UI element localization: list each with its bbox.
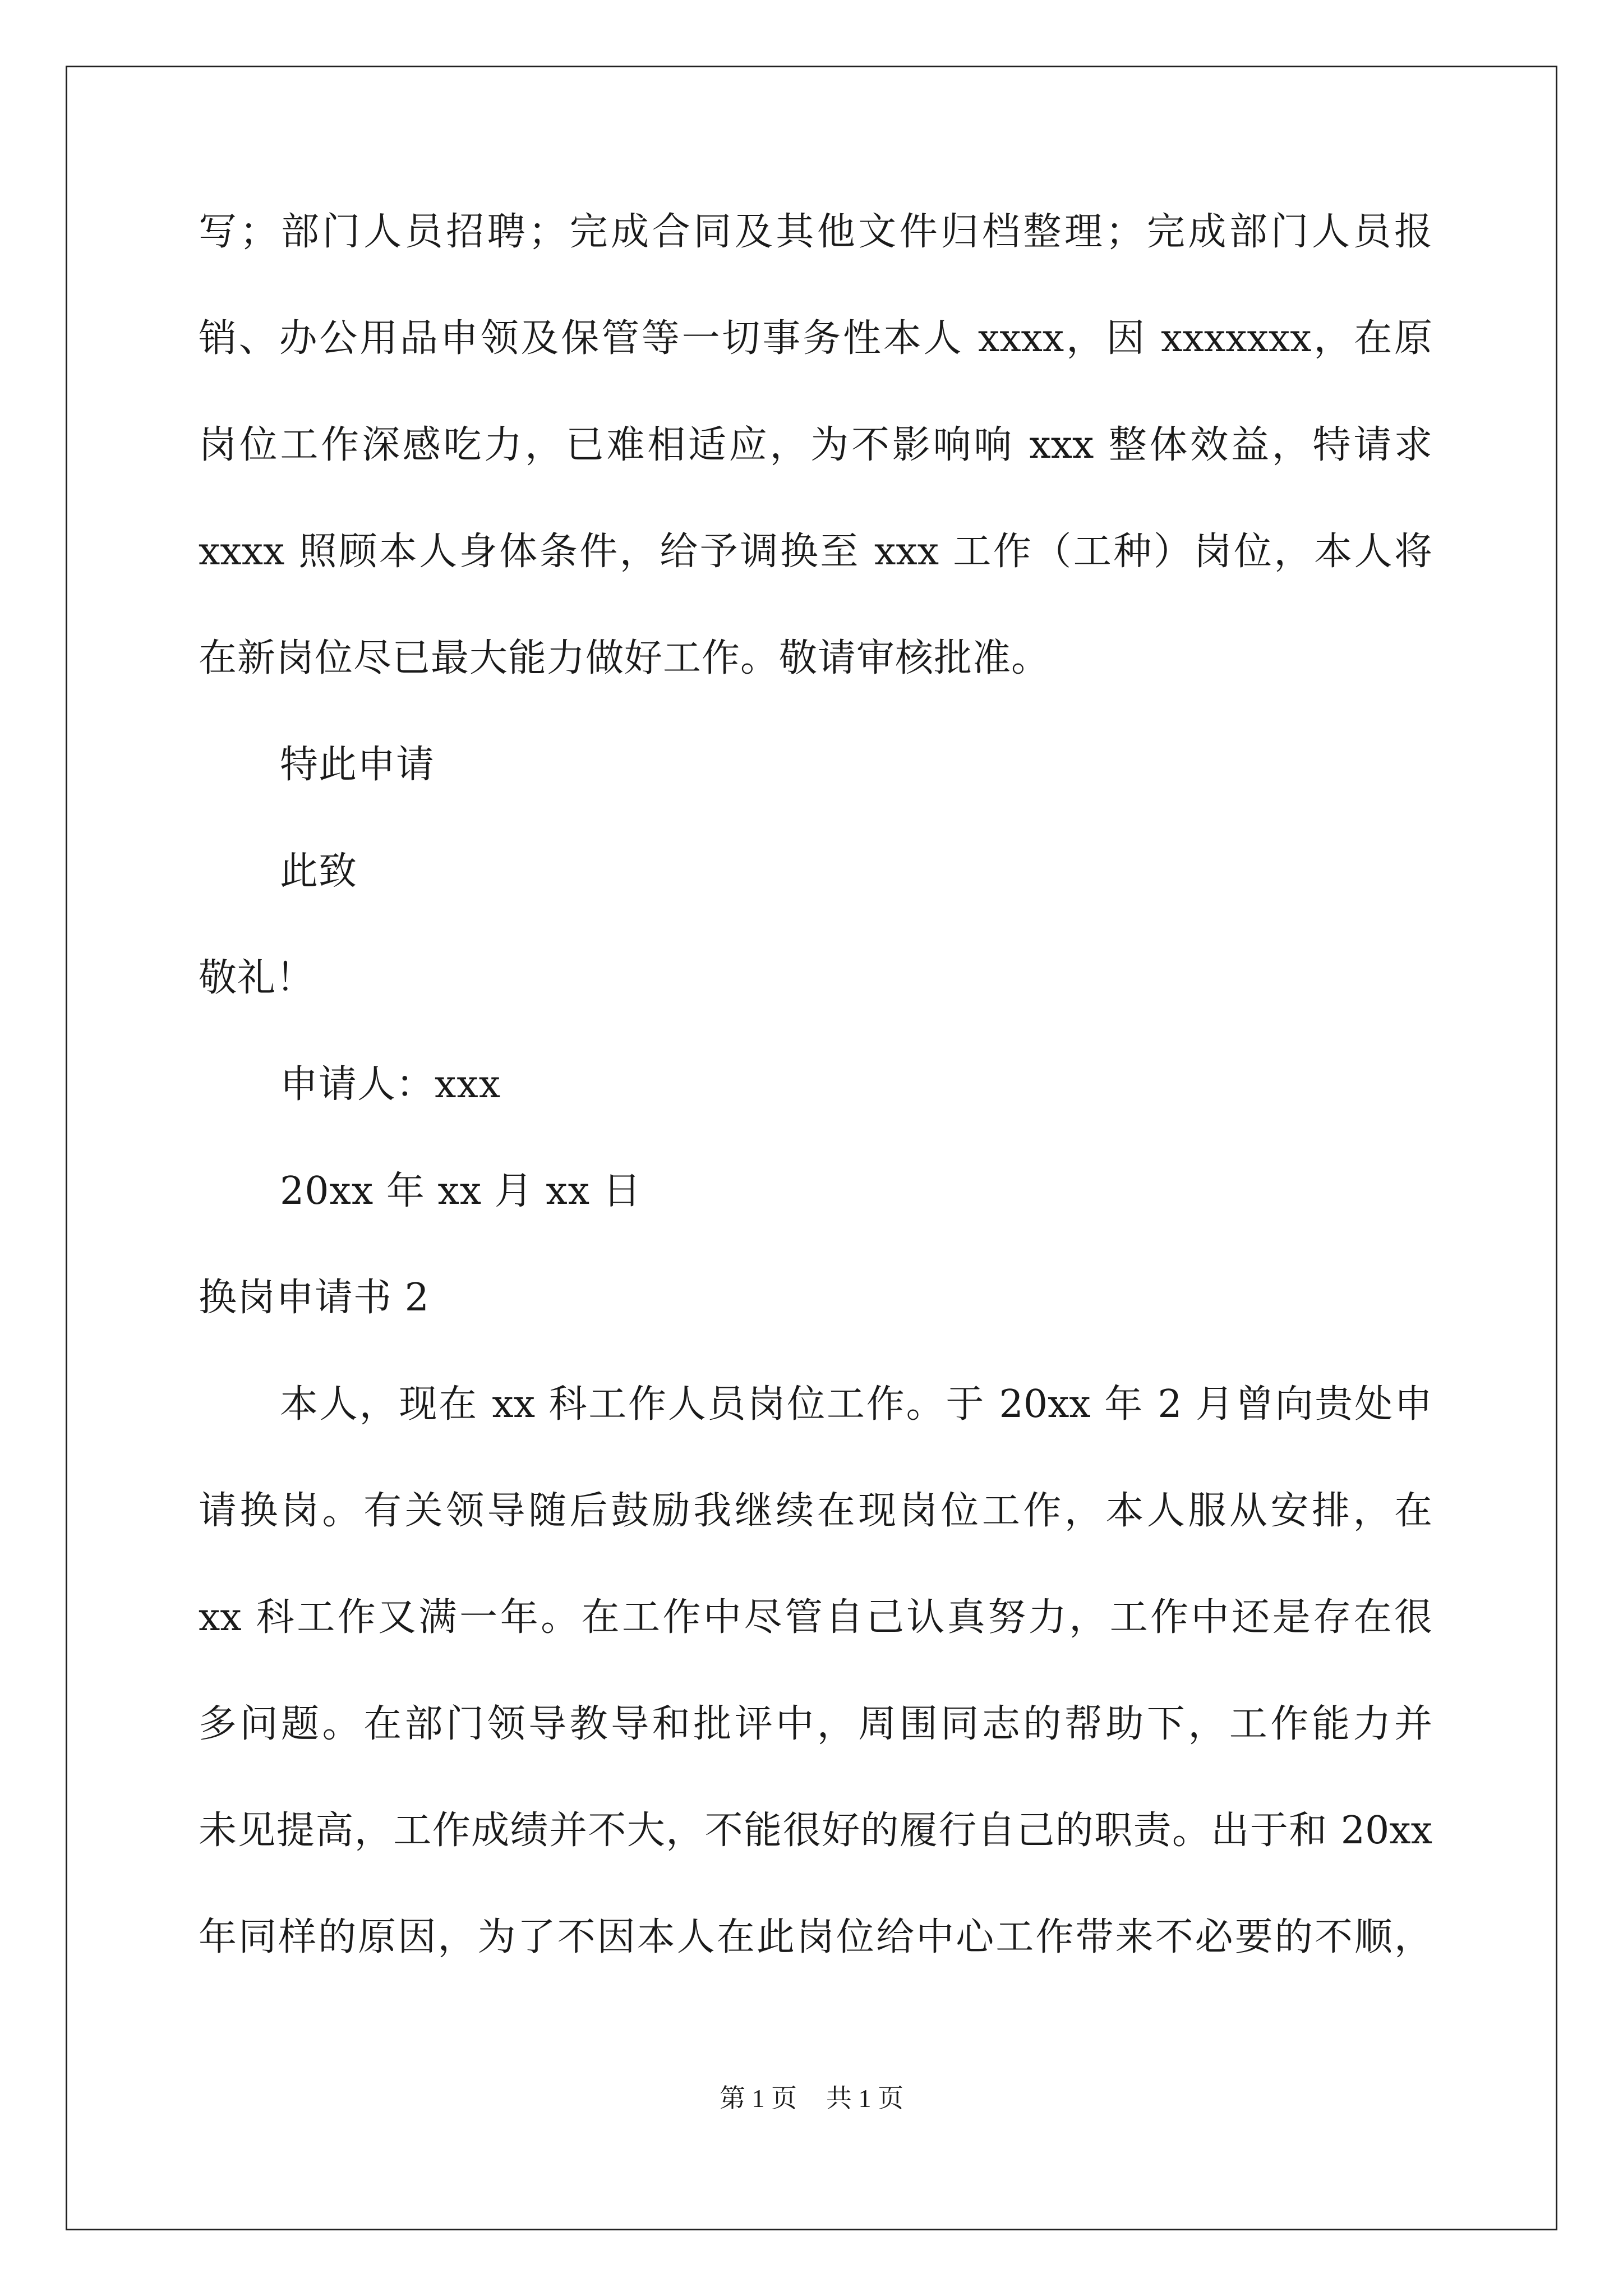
closing-text: 特此申请 (280, 743, 435, 787)
page-count: 共 1 页 (826, 2084, 903, 2113)
paragraph-line: xx 科工作又满一年。在工作中尽管自己认真努力，工作中还是存在很 (199, 1595, 1432, 1640)
paragraph-line: xxxx 照顾本人身体条件，给予调换至 xxx 工作（工种）岗位，本人将 (199, 530, 1432, 574)
application-date: 20xx 年 xx 月 xx 日 (280, 1169, 642, 1213)
regards-text: 敬礼！ (199, 956, 315, 1000)
paragraph-line: 写；部门人员招聘；完成合同及其他文件归档整理；完成部门人员报 (199, 210, 1432, 254)
paragraph-line: 在新岗位尽已最大能力做好工作。敬请审核批准。 (199, 636, 1050, 680)
applicant-name: 申请人：xxx (280, 1062, 501, 1107)
page-footer (0, 2086, 1623, 2111)
paragraph-line: 多问题。在部门领导教导和批评中，周围同志的帮助下，工作能力并 (199, 1702, 1432, 1746)
section-title: 换岗申请书 2 (199, 1276, 430, 1320)
paragraph-line: 请换岗。有关领导随后鼓励我继续在现岗位工作，本人服从安排，在 (199, 1489, 1432, 1533)
paragraph-line: 本人，现在 xx 科工作人员岗位工作。于 20xx 年 2 月曾向贵处申 (280, 1382, 1432, 1427)
paragraph-line: 销、办公用品申领及保管等一切事务性本人 xxxx，因 xxxxxxx，在原 (199, 316, 1432, 361)
salutation-text: 此致 (280, 849, 358, 894)
document-body (199, 210, 1432, 2025)
page-number: 第 1 页 (720, 2084, 797, 2113)
paragraph-line: 岗位工作深感吃力，已难相适应，为不影响响 xxx 整体效益，特请求 (199, 423, 1432, 467)
paragraph-line: 年同样的原因，为了不因本人在此岗位给中心工作带来不必要的不顺， (199, 1915, 1432, 1959)
paragraph-line: 未见提高，工作成绩并不大，不能很好的履行自己的职责。出于和 20xx (199, 1809, 1432, 1853)
